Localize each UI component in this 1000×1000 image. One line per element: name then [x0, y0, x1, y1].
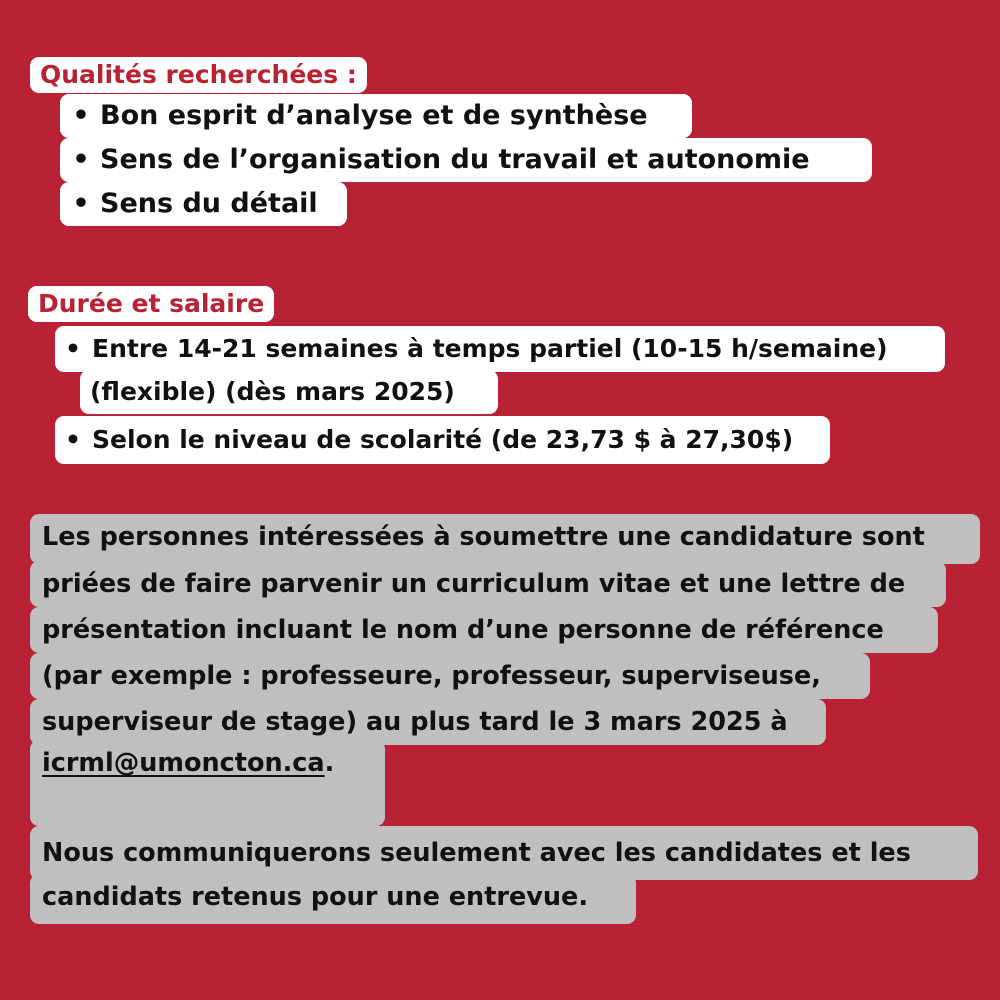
email-suffix: .	[324, 748, 335, 778]
bullet-icon: •	[72, 144, 90, 175]
email-link[interactable]: icrml@umoncton.ca	[42, 748, 325, 778]
bullet-icon: •	[65, 425, 81, 454]
application-line-2: priées de faire parvenir un curriculum vitae et une lettre de	[30, 561, 946, 607]
application-email-line	[30, 740, 385, 826]
bullet-icon: •	[72, 100, 90, 131]
application-line-5: superviseur de stage) au plus tard le 3 mars 2025 à	[30, 699, 826, 745]
application-line-3: présentation incluant le nom d’une personne de référence	[30, 607, 938, 653]
closing-line-1: Nous communiquerons seulement avec les candidates et les	[30, 826, 978, 880]
bullet-icon: •	[65, 334, 81, 363]
duree-item-flexible: (flexible) (dès mars 2025)	[80, 370, 498, 414]
duree-item-salaire: • Selon le niveau de scolarité (de 23,73 $ à 27,30$)	[55, 416, 830, 464]
bullet-icon: •	[72, 188, 90, 219]
qualites-heading: Qualités recherchées :	[30, 57, 367, 93]
application-line-1: Les personnes intéressées à soumettre une candidature sont	[30, 514, 980, 564]
qualites-item-organisation: • Sens de l’organisation du travail et autonomie	[60, 138, 872, 182]
closing-line-2: candidats retenus pour une entrevue.	[30, 874, 636, 924]
duree-heading: Durée et salaire	[28, 286, 274, 322]
qualites-item-detail: • Sens du détail	[60, 182, 347, 226]
duree-item-semaines: • Entre 14-21 semaines à temps partiel (10-15 h/semaine)	[55, 326, 945, 372]
application-line-4: (par exemple : professeure, professeur, superviseuse,	[30, 653, 870, 699]
qualites-item-analyse: • Bon esprit d’analyse et de synthèse	[60, 94, 692, 138]
